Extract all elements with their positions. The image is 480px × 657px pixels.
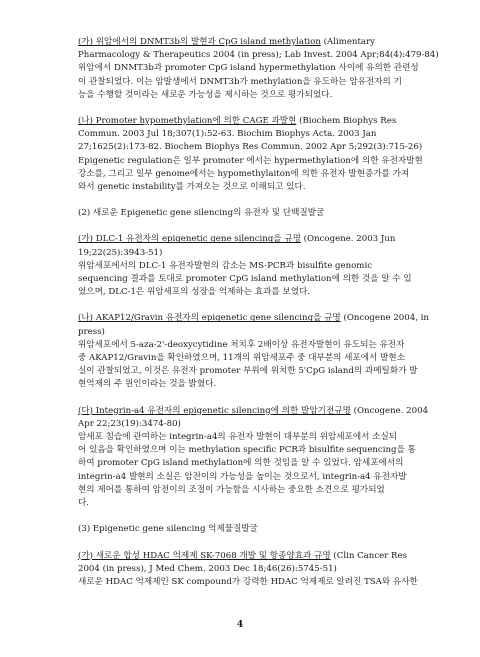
paragraph-first-line [78, 115, 418, 128]
paragraph [78, 233, 418, 299]
citation-text: (Oncogene. 2004 [350, 405, 429, 416]
paragraph [78, 115, 423, 194]
citation-text: (Biochem Biophys Res [296, 116, 397, 127]
text-line: 현의 제어를 통하여 암전이의 조절이 가능함을 시사하는 중요한 소견으로 평가되었 [78, 484, 385, 495]
text-line: 강소를, 그리고 일부 genome에서는 hypomethylaiton에 의한 유전자 발현증가를 가져 [78, 168, 410, 179]
citation-text: (Oncogene 2004, in [340, 313, 429, 324]
paragraph-first-line [78, 36, 418, 49]
text-line: sequencing 결과를 토대로 promoter CpG island methylation에 의한 것을 알 수 있 [78, 274, 412, 285]
paragraph [78, 550, 418, 590]
paragraph-first-line [78, 312, 429, 325]
paragraph-first-line [78, 550, 418, 563]
section-heading: (3) Epigenetic gene silencing 억제물질발굴 [78, 524, 258, 535]
text-line: 와서 genetic instability를 가져오는 것으로 이해되고 있다. [78, 182, 306, 193]
paragraph-first-line [78, 405, 429, 418]
paragraph [78, 36, 439, 102]
text-line: 암세포 침습에 관여하는 integrin-a4의 유전자 발현이 대부분의 위암세포에서 소실되 [78, 432, 398, 443]
text-line: 현억제의 주 원인이라는 것을 밝혔다. [78, 379, 217, 390]
text-line: 실이 관찰되었고, 이것은 유전자 promoter 부위에 위치한 5'CpG island의 과메틸화가 발 [78, 366, 418, 377]
text-line: press) [78, 326, 105, 337]
text-line: 었으며, DLC-1은 위암세포의 성장을 억제하는 효과를 보였다. [78, 287, 311, 298]
text-line: Apr 22;23(19):3474-80) [78, 418, 181, 429]
text-line: 하여 promoter CpG island methylation에 의한 것임을 알 수 있었다. 암세포에서의 [78, 458, 404, 469]
text-line: 이 관찰되었다. 이는 암발생에서 DNMT3b가 methylation을 유도하는 암유전자의 기 [78, 76, 402, 87]
text-line: integrin-a4 발현의 소실은 암전이의 가능성을 높이는 것으로서, integrin-a4 유전자발 [78, 471, 407, 482]
text-line: Commun. 2003 Jul 18;307(1):52-63. Biochim Biophys Acta. 2003 Jan [78, 129, 377, 140]
text-line: 새로운 HDAC 억제제인 SK compound가 강력한 HDAC 억제제로 알려진 TSA와 유사한 [78, 576, 418, 587]
page-number: 4 [236, 620, 244, 630]
paragraph-heading: (가) 위암에서의 DNMT3b의 발현과 CpG island methylation [78, 37, 321, 47]
section-heading: (2) 새로운 Epigenetic gene silencing의 유전자 및 단백질발굴 [78, 208, 325, 219]
paragraph-heading: (나) AKAP12/Gravin 유전자의 epigenetic gene silencing을 규명 [78, 313, 341, 324]
text-line: 능을 수행할 것이라는 새로운 가능성을 제시하는 것으로 평가되었다. [78, 89, 333, 100]
paragraph-heading: (가) DLC-1 유전자의 epigenetic gene silencing을 규명 [78, 234, 301, 245]
text-line: 19;22(25):3943-51) [78, 247, 163, 258]
paragraph [78, 312, 429, 391]
text-line: 위암세포에서 5-aza-2'-deoxycytidine 처치후 2배이상 유전자발현이 유도되는 유전자 [78, 339, 405, 350]
citation-text: (Oncogene. 2003 Jun [300, 234, 396, 245]
text-line: 위암에서 DNMT3b과 promoter CpG island hypermethylation 사이에 유의한 관련성 [78, 63, 419, 74]
paragraph-first-line [78, 233, 418, 246]
text-line: 어 있음을 확인하였으며 이는 methylation specific PCR과 bisulfite sequencing을 통 [78, 445, 416, 456]
text-line: 다. [78, 498, 90, 509]
document-body [78, 36, 439, 602]
paragraph-heading: (다) Integrin-a4 유전자의 epigenetic silencing에 의한 발암기전규명 [78, 405, 351, 416]
paragraph [78, 405, 429, 511]
text-line: 중 AKAP12/Gravin을 확인하였으며, 11개의 위암세포주 중 대부분의 세포에서 발현소 [78, 353, 405, 364]
citation-text: (Alimentary [320, 37, 375, 47]
text-line: 위암세포에서의 DLC-1 유전자발현의 감소는 MS-PCR과 bisulfite genomic [78, 260, 373, 271]
text-line: Epigenetic regulation은 일부 promoter 에서는 hypermethylation에 의한 유전자발현 [78, 155, 423, 166]
paragraph-heading: (나) Promoter hypomethylation에 의한 CAGE 과발현 [78, 116, 297, 127]
text-line: 27;1625(2):173-82. Biochem Biophys Res Commun. 2002 Apr 5;292(3):715-26) [78, 142, 423, 153]
citation-text: (Clin Cancer Res [330, 550, 408, 561]
paragraph-heading: (가) 새로운 합성 HDAC 억제제 SK-7068 개발 및 항종양효과 규명 [78, 550, 331, 561]
text-line: Pharmacology & Therapeutics 2004 (in press); Lab Invest. 2004 Apr;84(4):479-84) [78, 50, 439, 61]
text-line: 2004 (in press), J Med Chem. 2003 Dec 18;46(26):5745-51) [78, 563, 337, 574]
